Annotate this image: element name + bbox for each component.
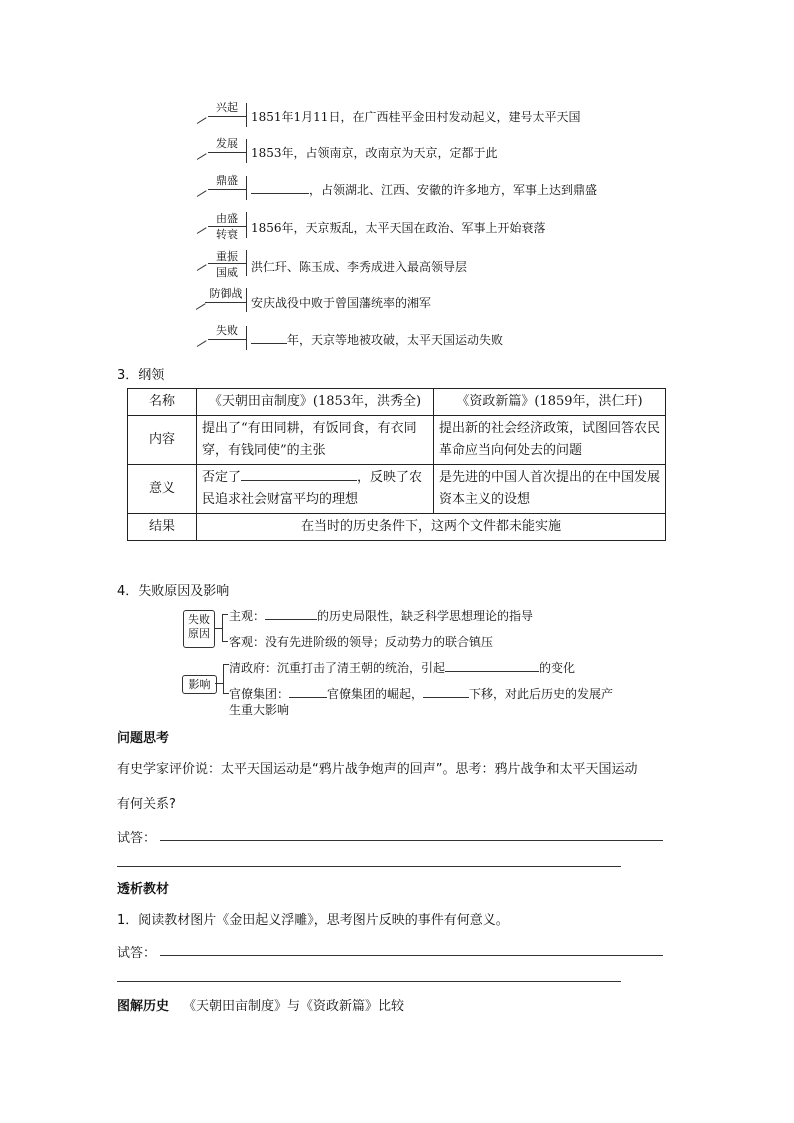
textbook-question: 1．阅读教材图片《金田起义浮雕》，思考图片反映的事件有何意义。 <box>117 913 509 928</box>
diagram-heading <box>117 995 404 1014</box>
table-row <box>128 389 666 416</box>
thinking-question-line2: 有何关系? <box>117 797 176 812</box>
section-title: 3．纲领 <box>117 368 165 383</box>
impact-label-box: 影响 <box>182 675 217 694</box>
fill-blank[interactable] <box>423 686 469 698</box>
timeline-text: 年，天京等地被攻破，太平天国运动失败 <box>287 333 504 347</box>
fill-blank[interactable] <box>251 332 287 344</box>
cause-subjective <box>229 607 533 624</box>
timeline-underline <box>208 152 246 153</box>
diagram-heading-b: 《天朝田亩制度》与《资政新篇》比较 <box>183 999 405 1014</box>
table-header-cell: 名称 <box>128 389 197 416</box>
timeline-label-line2: 国威 <box>216 266 238 279</box>
timeline-text: 1856年，天京叛乱，太平天国在政治、军事上开始衰落 <box>251 221 546 235</box>
timeline-text-row <box>251 331 503 348</box>
timeline-text: 洪仁玕、陈玉成、李秀成进入最高领导层 <box>251 260 468 274</box>
cause-objective: 客观：没有先进阶级的领导；反动势力的联合镇压 <box>229 635 494 649</box>
answer-label: 试答： <box>117 946 157 961</box>
timeline-connector <box>197 190 207 197</box>
timeline-bracket <box>246 176 247 200</box>
thinking-question-line1: 有史学家评价说：太平天国运动是“鸦片战争炮声的回声”。思考：鸦片战争和太平天国运动 <box>117 762 638 777</box>
timeline-label: 鼎盛 <box>216 174 238 187</box>
timeline-label-line2: 转衰 <box>216 228 238 241</box>
thinking-heading: 问题思考 <box>117 731 170 746</box>
timeline-text: ，占领湖北、江西、安徽的许多地方，军事上达到鼎盛 <box>309 183 598 197</box>
answer-line[interactable] <box>160 840 663 841</box>
diagram-heading-a: 图解历史 <box>117 999 170 1014</box>
impact-text: 官僚集团的崛起， <box>327 687 424 701</box>
connector <box>215 683 223 684</box>
impact-qing <box>229 659 575 676</box>
section-title: 4．失败原因及影响 <box>117 584 230 599</box>
timeline-text: 1853年，占领南京，改南京为天京，定都于此 <box>251 146 498 160</box>
impact-text: 的变化 <box>539 661 576 675</box>
timeline-underline <box>205 302 246 303</box>
impact-text: 清政府：沉重打击了清王朝的统治，引起 <box>229 661 446 675</box>
table-row <box>128 465 666 514</box>
table-row <box>128 416 666 465</box>
timeline-label-line1: 由盛 <box>216 212 238 225</box>
table-row-label: 结果 <box>128 514 197 541</box>
timeline-label: 防御战 <box>209 287 243 300</box>
textbook-heading: 透析教材 <box>117 882 170 897</box>
timeline-text: 1851年1月11日，在广西桂平金田村发动起义，建号太平天国 <box>251 110 581 124</box>
timeline-connector <box>197 153 207 160</box>
table-cell <box>197 465 434 514</box>
timeline-label: 发展 <box>216 137 238 150</box>
timeline-bracket <box>246 103 247 127</box>
table-header-cell: 《天朝田亩制度》(1853年，洪秀全) <box>197 389 434 416</box>
timeline-bracket <box>246 212 247 238</box>
fill-blank[interactable] <box>445 660 539 672</box>
brace <box>222 614 223 642</box>
answer-label: 试答： <box>117 831 157 846</box>
connector <box>222 614 228 615</box>
table-cell: 提出了“有田同耕，有饭同食，有衣同穿，有钱同使”的主张 <box>197 416 434 465</box>
table-row-label: 意义 <box>128 465 197 514</box>
timeline-underline <box>208 226 246 227</box>
timeline-bracket <box>246 250 247 276</box>
cause-label-line1: 失败 <box>188 613 210 626</box>
timeline-text-row <box>251 181 597 198</box>
cause-label-line2: 原因 <box>188 627 210 640</box>
timeline-bracket <box>246 139 247 163</box>
table-cell: 在当时的历史条件下，这两个文件都未能实施 <box>197 514 666 541</box>
timeline-connector <box>197 340 207 347</box>
timeline-label: 兴起 <box>216 101 238 114</box>
connector <box>222 641 228 642</box>
cell-text: 否定了 <box>202 470 242 485</box>
connector <box>214 628 222 629</box>
fill-blank[interactable] <box>265 608 317 620</box>
timeline-bracket <box>246 288 247 312</box>
impact-text: 官僚集团： <box>229 687 290 701</box>
program-table <box>127 388 666 541</box>
timeline-underline <box>208 116 246 117</box>
answer-line[interactable] <box>117 866 621 867</box>
table-cell: 是先进的中国人首次提出的在中国发展资本主义的设想 <box>434 465 666 514</box>
timeline-label: 失败 <box>216 324 238 337</box>
cause-label-box <box>183 610 215 648</box>
fill-blank[interactable] <box>251 182 309 194</box>
timeline-connector <box>197 264 207 271</box>
brace <box>223 664 224 694</box>
cell-text: ，反映了农民追求社会财富平均的理想 <box>202 470 423 507</box>
impact-text: 下移，对此后历史的发展产 <box>469 687 614 701</box>
cause-text: 的历史局限性，缺乏科学思想理论的指导 <box>317 609 534 623</box>
timeline-text: 安庆战役中败于曾国藩统率的湘军 <box>251 296 432 310</box>
table-cell: 提出新的社会经济政策，试图回答农民革命应当向何处去的问题 <box>434 416 666 465</box>
timeline-underline <box>208 263 246 264</box>
answer-line[interactable] <box>117 981 621 982</box>
table-header-cell: 《资政新篇》(1859年，洪仁玕) <box>434 389 666 416</box>
timeline-connector <box>197 117 207 124</box>
table-row-label: 内容 <box>128 416 197 465</box>
fill-blank[interactable] <box>289 686 327 698</box>
impact-official-line2: 生重大影响 <box>229 703 290 717</box>
timeline-connector <box>196 303 206 310</box>
table-row <box>128 514 666 541</box>
fill-blank[interactable] <box>241 469 357 481</box>
timeline-bracket <box>246 326 247 350</box>
timeline-connector <box>197 227 207 234</box>
timeline-label-line1: 重振 <box>216 250 238 263</box>
cause-text: 主观： <box>229 609 266 623</box>
timeline-underline <box>208 189 246 190</box>
impact-official <box>229 685 613 702</box>
timeline-underline <box>208 339 246 340</box>
answer-line[interactable] <box>160 955 663 956</box>
